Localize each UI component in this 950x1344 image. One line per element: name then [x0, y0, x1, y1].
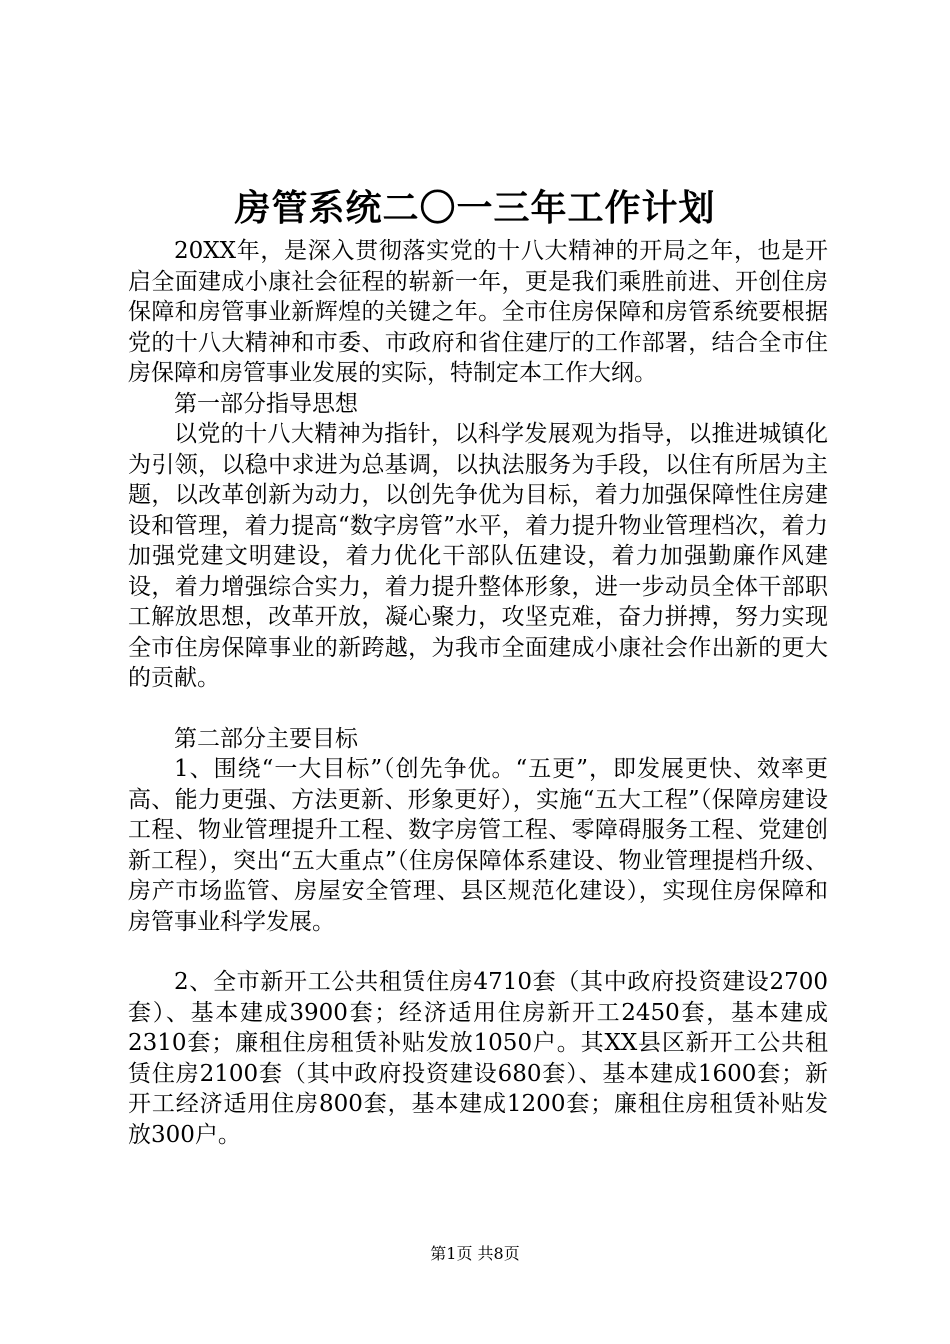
paragraph-gap — [128, 937, 828, 967]
page-footer: 第1页 共8页 — [430, 1244, 520, 1263]
goal-item-2: 2、全市新开工公共租赁住房4710套（其中政府投资建设2700套）、基本建成3900套；经济适用住房新开工2450套，基本建成2310套；廉租住房租赁补贴发放1050户。其XX县区新开工公共租赁住房2100套（其中政府投资建设680套）、基本建成1600套；新开工经济适用住房800套，基本建成1200套；廉租住房租赁补贴发放300户。 — [128, 969, 828, 1148]
guiding-ideology-paragraph: 以党的十八大精神为指针，以科学发展观为指导，以推进城镇化为引领，以稳中求进为总基调，以执法服务为手段，以住有所居为主题，以改革创新为动力，以创先争优为目标，着力加强保障性住房建设和管理，着力提高“数字房管”水平，着力提升物业管理档次，着力加强党建文明建设，着力优化干部队伍建设，着力加强勤廉作风建设，着力增强综合实力，着力提升整体形象，进一步动员全体干部职工解放思想，改革开放，凝心聚力，攻坚克难，奋力拼搏，努力实现全市住房保障事业的新跨越，为我市全面建成小康社会作出新的更大的贡献。 — [128, 421, 828, 691]
document-body — [128, 236, 828, 1150]
section-heading-main-goals: 第二部分主要目标 — [174, 725, 358, 752]
paragraph-gap — [128, 694, 828, 724]
section-heading-guiding-ideology: 第一部分指导思想 — [174, 390, 358, 417]
goal-item-1: 1、围绕“一大目标”（创先争优。“五更”，即发展更快、效率更高、能力更强、方法更新、形象更好），实施“五大工程”（保障房建设工程、物业管理提升工程、数字房管工程、零障碍服务工程、党建创新工程），突出“五大重点”（住房保障体系建设、物业管理提档升级、房产市场监管、房屋安全管理、县区规范化建设），实现住房保障和房管事业科学发展。 — [128, 756, 828, 935]
document-title: 房管系统二〇一三年工作计划 — [234, 187, 716, 229]
intro-paragraph: 20XX年，是深入贯彻落实党的十八大精神的开局之年，也是开启全面建成小康社会征程的崭新一年，更是我们乘胜前进、开创住房保障和房管事业新辉煌的关键之年。全市住房保障和房管系统要根据党的十八大精神和市委、市政府和省住建厅的工作部署，结合全市住房保障和房管事业发展的实际，特制定本工作大纲。 — [128, 238, 828, 386]
